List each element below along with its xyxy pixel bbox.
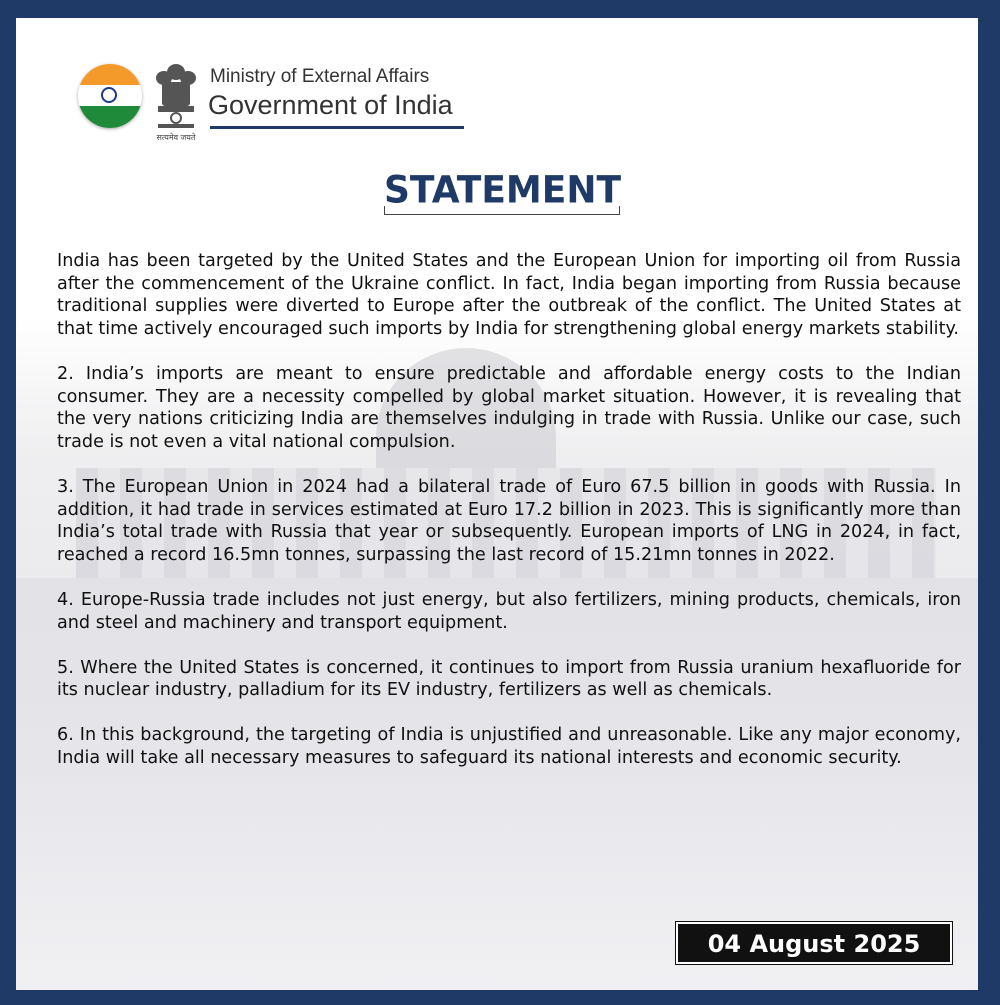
- ministry-name: Ministry of External Affairs: [210, 66, 430, 87]
- date-badge: 04 August 2025: [676, 922, 952, 964]
- letterhead: [78, 62, 498, 152]
- page-title: STATEMENT: [384, 168, 622, 213]
- state-emblem-icon: [154, 62, 198, 138]
- paragraph-2: 2. India’s imports are meant to ensure predictable and affordable energy costs to the Indian consumer. They are a necessity compelled by global market situation. However, it is revealing that the very nations criticizing India are themselves indulging in trade with Russia. Unlike our case, such trade is not even a vital national compulsion.: [57, 363, 961, 452]
- paragraph-3: 3. The European Union in 2024 had a bilateral trade of Euro 67.5 billion in goods with Russia. In addition, it had trade in services estimated at Euro 17.2 billion in 2023. This is significantly more than India’s total trade with Russia that year or subsequently. European imports of LNG in 2024, in fact, reached a record 16.5mn tonnes, surpassing the last record of 15.21mn tonnes in 2022.: [57, 476, 961, 565]
- emblem-motto: सत्यमेव जयते: [156, 133, 196, 142]
- paragraph-1: India has been targeted by the United States and the European Union for importing oil from Russia after the commencement of the Ukraine conflict. In fact, India began importing from Russia because traditional supplies were diverted to Europe after the outbreak of the conflict. The United States at that time actively encouraged such imports by India for strengthening global energy markets stability.: [57, 251, 961, 339]
- chakra-icon: [101, 87, 117, 103]
- title-block: [384, 170, 620, 216]
- paragraph-6: 6. In this background, the targeting of India is unjustified and unreasonable. Like any major economy, India will take all necessary measures to safeguard its national interests and economic security.: [57, 725, 961, 769]
- paragraph-5: 5. Where the United States is concerned, it continues to import from Russia uranium hexafluoride for its nuclear industry, palladium for its EV industry, fertilizers as well as chemicals.: [57, 657, 961, 701]
- indian-flag-icon: [78, 64, 142, 128]
- letterhead-rule: [210, 126, 464, 129]
- government-name: Government of India: [208, 90, 453, 120]
- paragraph-4: 4. Europe-Russia trade includes not just energy, but also fertilizers, mining products, chemicals, iron and steel and machinery and transport equipment.: [57, 589, 961, 633]
- statement-body: [57, 250, 961, 792]
- title-bracket: [384, 206, 620, 215]
- statement-page: [16, 18, 978, 990]
